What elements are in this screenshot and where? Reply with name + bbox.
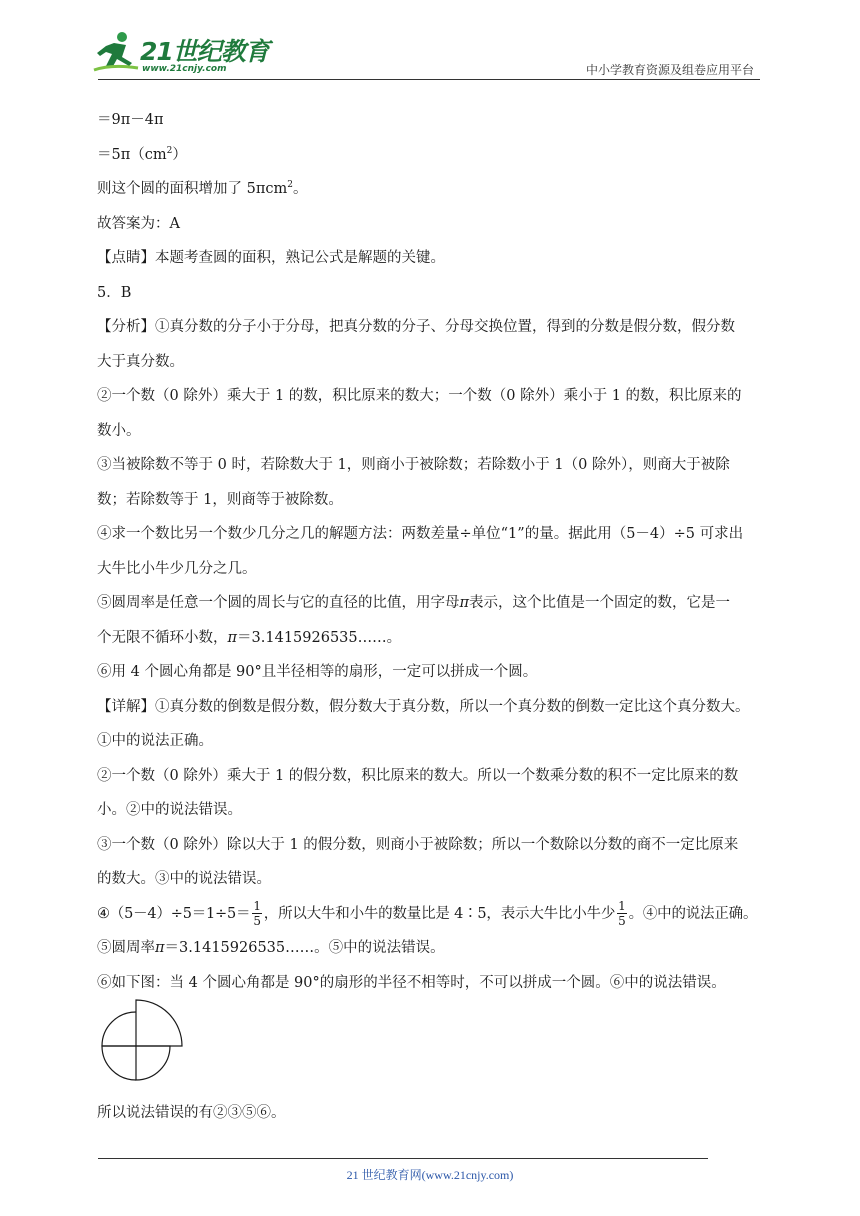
site-logo — [92, 30, 272, 80]
text-line: 则这个圆的面积增加了 5πcm$^2$。 — [97, 180, 308, 197]
detail-line: ④（5－4）÷5＝1÷5＝ $\frac{1}{5}$ ，所以大牛和小牛的数量比是 4∶5，表示大牛比小牛少 $\frac{1}{5}$ 。④中的说法正确。 — [97, 899, 758, 928]
document-body — [97, 103, 765, 1000]
analysis-line: ⑤圆周率是任意一个圆的周长与它的直径的比值，用字母π表示，这个比值是一个固定的数，它是一 — [97, 595, 731, 611]
analysis-line: 个无限不循环小数，π＝3.1415926535……。 — [97, 629, 402, 646]
footer-text: 21 世纪教育网(www.21cnjy.com) — [346, 1168, 514, 1182]
logo-title: 21世纪教育 — [140, 37, 269, 66]
header-divider — [98, 79, 760, 80]
logo-url: www.21cnjy.com — [142, 64, 227, 74]
comment-line: 【点睛】本题考查圆的面积，熟记公式是解题的关键。 — [97, 250, 445, 266]
detail-line: 小。②中的说法错误。 — [97, 802, 242, 818]
footer-divider — [98, 1158, 708, 1159]
analysis-line: 数小。 — [97, 422, 141, 439]
fraction: $\frac{1}{5}$ — [618, 899, 626, 928]
detail-line: 【详解】①真分数的倒数是假分数，假分数大于真分数，所以一个真分数的倒数一定比这个真分数大。 — [97, 698, 750, 715]
runner-logo-icon — [92, 30, 142, 76]
detail-line: ⑥如下图：当 4 个圆心角都是 90°的扇形的半径不相等时，不可以拼成一个圆。⑥中的说法错误。 — [97, 974, 726, 991]
detail-line: ⑤圆周率π＝3.1415926535……。⑤中的说法错误。 — [97, 940, 445, 956]
sector-top-left — [102, 1012, 136, 1046]
conclusion-line: 所以说法错误的有②③⑤⑥。 — [97, 1105, 286, 1121]
analysis-line: ③当被除数不等于 0 时，若除数大于 1，则商小于被除数；若除数小于 1（0 除外），则商大于被除 — [97, 457, 730, 473]
sector-large-top-right — [136, 1000, 182, 1046]
sectors-figure — [100, 998, 190, 1092]
sector-bottom-left — [102, 1046, 136, 1080]
page-header — [0, 0, 860, 90]
text-line: ＝9π－4π — [97, 112, 164, 128]
analysis-line: 【分析】①真分数的分子小于分母，把真分数的分子、分母交换位置，得到的分数是假分数，假分数 — [97, 319, 735, 335]
detail-line: ①中的说法正确。 — [97, 733, 213, 749]
fraction: $\frac{1}{5}$ — [253, 899, 261, 928]
answer-line: 故答案为：A — [97, 215, 180, 232]
analysis-line: 大于真分数。 — [97, 353, 184, 370]
analysis-line: 大牛比小牛少几分之几。 — [97, 560, 257, 577]
analysis-line: ②一个数（0 除外）乘大于 1 的数，积比原来的数大；一个数（0 除外）乘小于 1 的数，积比原来的 — [97, 388, 742, 404]
detail-line: ③一个数（0 除外）除以大于 1 的假分数，则商小于被除数；所以一个数除以分数的商不一定比原来 — [97, 836, 739, 853]
question-number: 5．B — [97, 284, 132, 301]
analysis-line: ④求一个数比另一个数少几分之几的解题方法：两数差量÷单位“1”的量。据此用（5－4）÷5 可求出 — [97, 526, 744, 542]
detail-line: 的数大。③中的说法错误。 — [97, 871, 271, 887]
detail-line: ②一个数（0 除外）乘大于 1 的假分数，积比原来的数大。所以一个数乘分数的积不一定比原来的数 — [97, 767, 739, 784]
analysis-line: ⑥用 4 个圆心角都是 90°且半径相等的扇形，一定可以拼成一个圆。 — [97, 664, 538, 680]
sector-bottom-right — [136, 1046, 170, 1080]
header-platform-text: 中小学教育资源及组卷应用平台 — [585, 63, 754, 77]
text-line: $=5\pi(cm^2)$ — [97, 145, 187, 163]
analysis-line: 数；若除数等于 1，则商等于被除数。 — [97, 491, 343, 508]
